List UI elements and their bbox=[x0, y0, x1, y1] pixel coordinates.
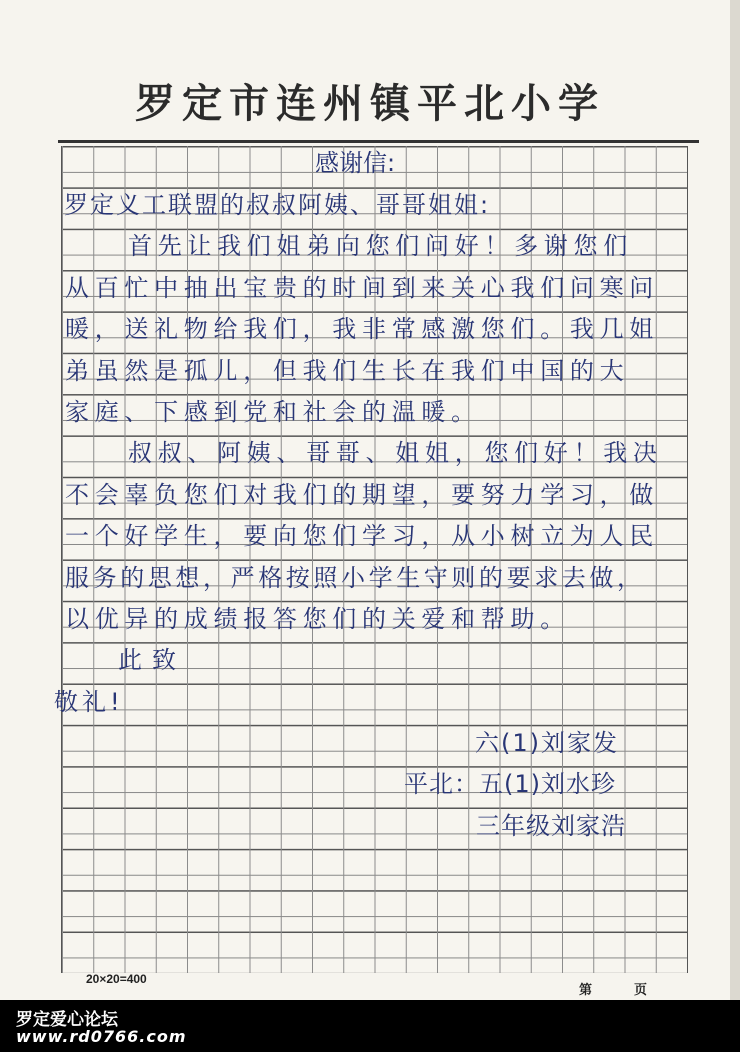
letter-line: 服务的思想，严格按照小学生守则的要求去做， bbox=[65, 564, 645, 592]
letter-line: 不会辜负您们对我们的期望，要努力学习，做 bbox=[65, 481, 659, 509]
letter-closing: 此致 bbox=[118, 646, 186, 674]
letter-salutation: 罗定义工联盟的叔叔阿姨、哥哥姐姐: bbox=[64, 191, 491, 219]
letter-line: 从百忙中抽出宝贵的时间到来关心我们问寒问 bbox=[65, 274, 659, 302]
signature: 六(1)刘家发 bbox=[475, 729, 619, 757]
letter-line: 叔叔、阿姨、哥哥、姐姐，您们好！我决 bbox=[128, 439, 663, 467]
page-label-right: 页 bbox=[634, 983, 648, 998]
watermark-url: www.rd0766.com bbox=[16, 1027, 187, 1046]
watermark-site-name: 罗定爱心论坛 bbox=[16, 1010, 118, 1030]
writing-grid bbox=[61, 146, 688, 973]
page-label-left: 第 bbox=[579, 983, 593, 998]
header-rule bbox=[58, 140, 699, 143]
letter-salute: 敬礼! bbox=[54, 688, 124, 716]
school-name-heading: 罗定市连州镇平北小学 bbox=[135, 80, 605, 127]
letter-line: 家庭、下感到党和社会的温暖。 bbox=[65, 398, 481, 426]
letter-line: 弟虽然是孤儿，但我们生长在我们中国的大 bbox=[65, 357, 630, 385]
letter-line: 一个好学生，要向您们学习，从小树立为人民 bbox=[65, 522, 659, 550]
paper-edge bbox=[730, 0, 740, 1000]
signature: 平北：五(1)刘水珍 bbox=[404, 770, 616, 798]
letter-line: 暖，送礼物给我们，我非常感激您们。我几姐 bbox=[65, 315, 659, 343]
signature: 三年级刘家浩 bbox=[476, 812, 626, 840]
letter-line: 首先让我们姐弟向您们问好！多谢您们 bbox=[128, 232, 633, 260]
grid-count-label: 20×20=400 bbox=[86, 972, 147, 986]
letter-line: 以优异的成绩报答您们的关爱和帮助。 bbox=[65, 605, 570, 633]
letter-title: 感谢信: bbox=[315, 149, 396, 177]
